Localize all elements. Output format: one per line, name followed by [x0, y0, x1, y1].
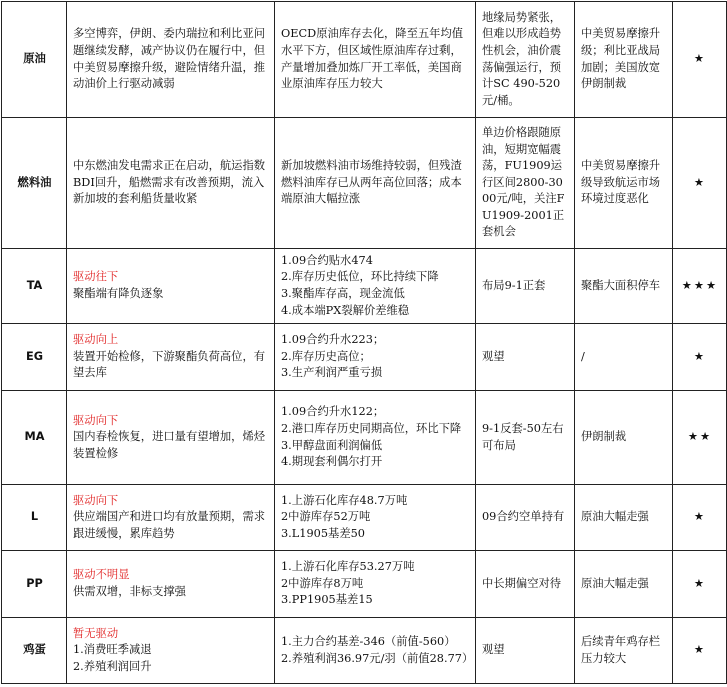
risk-cell: 原油大幅走强	[575, 551, 673, 618]
data-point: 2.养殖利润36.97元/羽（前值28.77）	[281, 651, 474, 665]
logic-text: 聚酯端有降负逐象	[73, 287, 164, 300]
rating-stars: ★	[673, 324, 727, 391]
data-point: 4.期现套利偶尔打开	[281, 455, 383, 469]
data-point: 3.PP1905基差15	[281, 593, 373, 607]
driver-label: 驱动向下	[73, 413, 119, 427]
risk-cell: 中美贸易摩擦升级；利比亚战局加剧；美国放宽伊朗制裁	[575, 2, 673, 118]
strategy-cell: 观望	[476, 324, 575, 391]
table-row	[2, 618, 727, 684]
data-cell	[275, 551, 476, 618]
data-cell: OECD原油库存去化，降至五年均值水平下方，但区域性原油库存过剩，产量增加叠加炼厂开工率低，美国商业原油库存压力较大	[275, 2, 476, 118]
data-point: 3.聚酯库存高，现金流低	[281, 287, 405, 300]
logic-text: 供应端国产和进口均有放量预期，需求跟进缓慢，累库趋势	[73, 510, 266, 540]
product-name: MA	[2, 391, 67, 485]
data-cell	[275, 249, 476, 324]
data-point: 1.主力合约基差-346（前值-560）	[281, 634, 456, 648]
strategy-cell: 布局9-1正套	[476, 249, 575, 324]
logic-cell	[67, 249, 275, 324]
data-point: 1.09合约贴水474	[281, 253, 373, 267]
logic-cell: 多空博弈，伊朗、委内瑞拉和利比亚问题继续发酵，减产协议仍在履行中，但中美贸易摩擦升级，避险情绪升温，推动油价上行驱动减弱	[67, 2, 275, 118]
data-cell	[275, 324, 476, 391]
table-row	[2, 485, 727, 551]
strategy-cell: 中长期偏空对待	[476, 551, 575, 618]
logic-text: 1.消费旺季减退	[73, 643, 152, 657]
strategy-cell: 9-1反套-50左右可布局	[476, 391, 575, 485]
strategy-cell: 观望	[476, 618, 575, 684]
data-point: 2.港口库存历史同期高位，环比下降	[281, 421, 462, 435]
product-name: TA	[2, 249, 67, 324]
logic-cell	[67, 551, 275, 618]
logic-cell	[67, 391, 275, 485]
risk-cell: 聚酯大面积停车	[575, 249, 673, 324]
data-cell: 新加坡燃料油市场维持较弱，但残渣燃料油库存已从两年高位回落；成本端原油大幅拉涨	[275, 118, 476, 249]
data-point: 2.库存历史高位；	[281, 349, 371, 363]
rating-stars: ★	[673, 618, 727, 684]
table-row	[2, 118, 727, 249]
driver-label: 驱动往下	[73, 270, 119, 284]
driver-label: 驱动向上	[73, 333, 119, 347]
logic-cell	[67, 324, 275, 391]
product-name: 原油	[2, 2, 67, 118]
rating-stars: ★	[673, 485, 727, 551]
table-row	[2, 324, 727, 391]
rating-stars: ★	[673, 551, 727, 618]
risk-cell: 原油大幅走强	[575, 485, 673, 551]
product-name: 燃料油	[2, 118, 67, 249]
rating-stars: ★	[673, 2, 727, 118]
strategy-cell: 单边价格跟随原油，短期宽幅震荡，FU1909运行区间2800-3000元/吨，关注FU1909-2001正套机会	[476, 118, 575, 249]
product-name: PP	[2, 551, 67, 618]
data-point: 1.09合约升水223；	[281, 333, 385, 347]
data-point: 1.09合约升水122；	[281, 405, 385, 419]
logic-text: 2.养殖利润回升	[73, 659, 152, 673]
data-cell	[275, 391, 476, 485]
logic-cell	[67, 485, 275, 551]
strategy-cell: 09合约空单持有	[476, 485, 575, 551]
driver-label: 驱动向下	[73, 493, 119, 507]
table-row	[2, 391, 727, 485]
data-point: 2中游库存52万吨	[281, 510, 371, 524]
data-cell	[275, 618, 476, 684]
rating-stars: ★★	[673, 391, 727, 485]
logic-cell: 中东燃油发电需求正在启动，航运指数BDI回升，船燃需求有改善预期，流入新加坡的套利船货量收紧	[67, 118, 275, 249]
table-row	[2, 2, 727, 118]
driver-label: 驱动不明显	[73, 568, 130, 582]
data-point: 2中游库存8万吨	[281, 576, 364, 590]
table-row	[2, 551, 727, 618]
logic-text: 国内春检恢复，进口量有望增加，烯烃装置检修	[73, 430, 266, 460]
risk-cell: 后续青年鸡存栏压力较大	[575, 618, 673, 684]
risk-cell: /	[575, 324, 673, 391]
logic-text: 供需双增，非标支撑强	[73, 585, 186, 598]
logic-cell	[67, 618, 275, 684]
data-point: 2.库存历史低位，环比持续下降	[281, 270, 439, 284]
data-point: 1.上游石化库存53.27万吨	[281, 560, 415, 574]
product-name: 鸡蛋	[2, 618, 67, 684]
data-point: 4.成本端PX裂解价差维稳	[281, 303, 410, 317]
commodity-strategy-table	[1, 1, 727, 684]
risk-cell: 中美贸易摩擦升级导致航运市场环境过度恶化	[575, 118, 673, 249]
data-point: 1.上游石化库存48.7万吨	[281, 493, 408, 507]
product-name: L	[2, 485, 67, 551]
risk-cell: 伊朗制裁	[575, 391, 673, 485]
data-point: 3.生产利润严重亏损	[281, 366, 383, 380]
driver-label: 暂无驱动	[73, 626, 119, 640]
data-point: 3.L1905基差50	[281, 526, 365, 540]
data-point: 3.甲醇盘面利润偏低	[281, 438, 383, 452]
strategy-cell: 地缘局势紧张，但难以形成趋势性机会，油价震荡偏强运行，预计SC 490-520元/桶。	[476, 2, 575, 118]
product-name: EG	[2, 324, 67, 391]
logic-text: 装置开始检修，下游聚酯负荷高位，有望去库	[73, 349, 266, 380]
table-row	[2, 249, 727, 324]
rating-stars: ★★★	[673, 249, 727, 324]
data-cell	[275, 485, 476, 551]
rating-stars: ★	[673, 118, 727, 249]
